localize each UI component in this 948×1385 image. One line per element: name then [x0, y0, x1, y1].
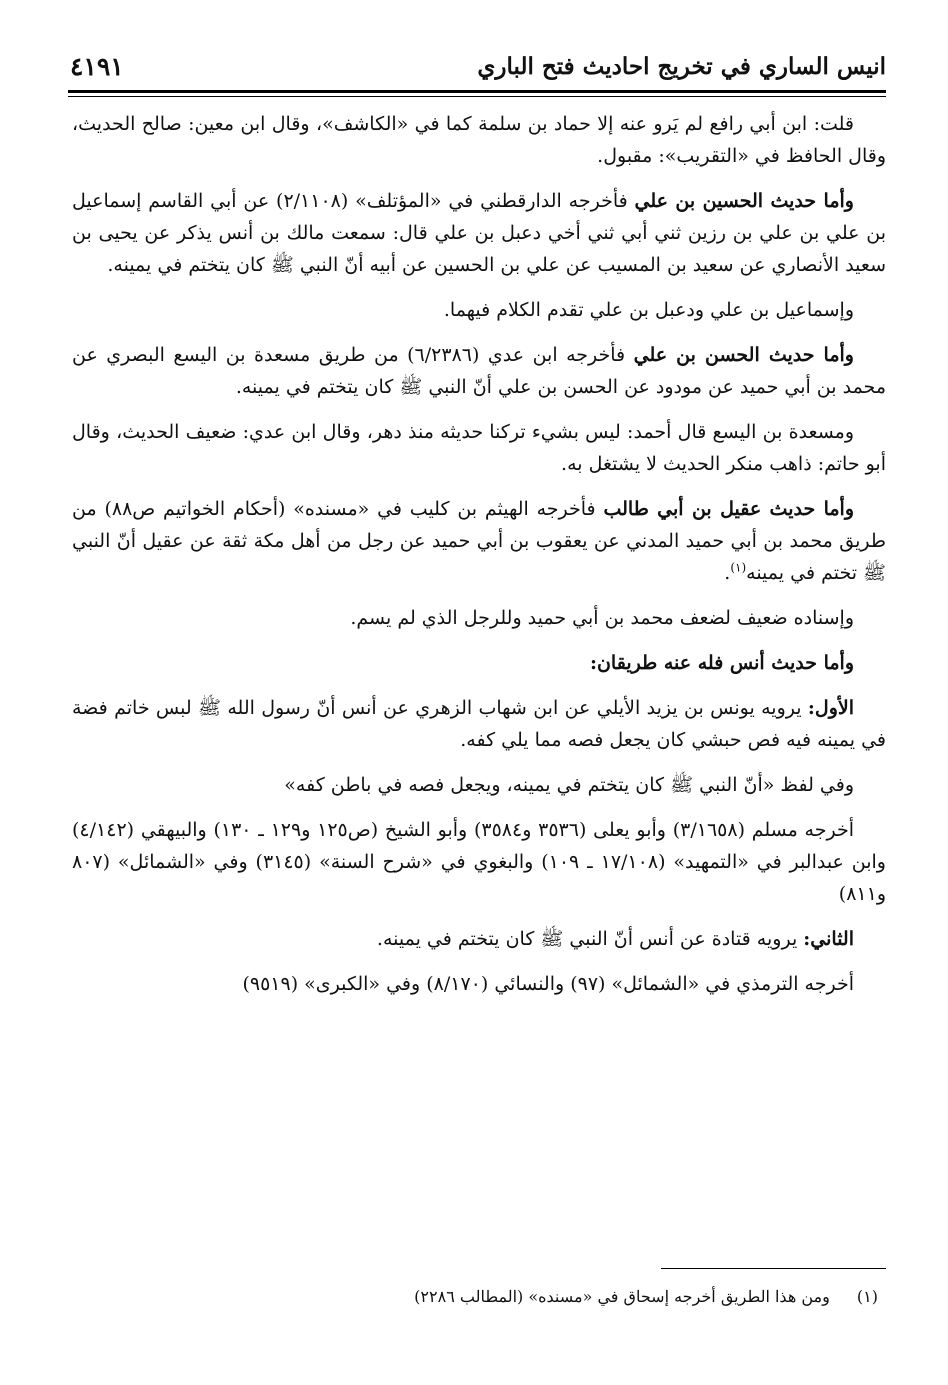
paragraph: ومسعدة بن اليسع قال أحمد: ليس بشيء تركنا حديثه منذ دهر، وقال ابن عدي: ضعيف الحديث، وقال أبو حاتم: ذاهب منكر الحديث لا يشتغل به. — [72, 421, 886, 475]
main-text — [72, 108, 886, 1013]
footnote-number: (١) — [856, 1287, 878, 1306]
footnote — [72, 1284, 878, 1310]
header-rule-thin — [68, 96, 886, 97]
paragraph: وأما حديث الحسين بن علي فأخرجه الدارقطني في «المؤتلف» (٢/١١٠٨) عن أبي القاسم إسماعيل بن علي بن علي بن رزين ثني أبي ثني أخي دعبل بن علي قال: سمعت مالك بن أنس يذكر عن يحيى بن سعيد الأنصاري عن سعيد بن المسيب عن علي بن الحسين عن أبيه أنّ النبي ﷺ كان يتختم في يمينه. — [72, 190, 886, 276]
section-heading: وأما حديث عقيل بن أبي طالب — [603, 498, 855, 520]
footnote-rule — [661, 1268, 886, 1269]
paragraph: أخرجه مسلم (٣/١٦٥٨) وأبو يعلى (٣٥٣٦ و٣٥٨٤) وأبو الشيخ (ص١٢٥ و١٢٩ ـ ١٣٠) والبيهقي (٤/١٤٢) وابن عبدالبر في «التمهيد» (١٧/١٠٨ ـ ١٠٩) والبغوي في «شرح السنة» (٣١٤٥) وفي «الشمائل» (٨٠٧ و٨١١) — [72, 819, 886, 905]
paragraph: الثاني: يرويه قتادة عن أنس أنّ النبي ﷺ كان يتختم في يمينه. — [376, 928, 854, 950]
paragraph: الأول: يرويه يونس بن يزيد الأيلي عن ابن شهاب الزهري عن أنس أنّ رسول الله ﷺ لبس خاتم فضة في يمينه فيه فص حبشي كان يجعل فصه مما يلي كفه. — [72, 697, 886, 751]
paragraph: قلت: ابن أبي رافع لم يَرو عنه إلا حماد بن سلمة كما في «الكاشف»، وقال ابن معين: صالح الحديث، وقال الحافظ في «التقريب»: مقبول. — [72, 113, 886, 167]
section-heading: وأما حديث أنس فله عنه طريقان: — [589, 652, 854, 674]
paragraph: وأما حديث الحسن بن علي فأخرجه ابن عدي (٦/٢٣٨٦) من طريق مسعدة بن اليسع البصري عن محمد بن أبي حميد عن مودود عن الحسن بن علي أنّ النبي ﷺ كان يتختم في يمينه. — [72, 344, 886, 398]
paragraph: وأما حديث عقيل بن أبي طالب فأخرجه الهيثم بن كليب في «مسنده» (أحكام الخواتيم ص٨٨) من طريق محمد بن أبي حميد المدني عن يعقوب بن أبي حميد عن رجل من أهل مكة ثقة عن عقيل أنّ النبي ﷺ تختم في يمينه$^{(١)}$. — [72, 498, 886, 584]
section-heading: وأما حديث الحسين بن علي — [634, 190, 854, 212]
subsection-label: الثاني: — [803, 928, 854, 950]
paragraph: وإسماعيل بن علي ودعبل بن علي تقدم الكلام فيهما. — [443, 299, 854, 321]
page-header — [70, 40, 886, 92]
running-title: انيس الساري في تخريج احاديث فتح الباري — [477, 52, 886, 80]
footnote-marker: (١) — [730, 560, 747, 575]
header-rule — [68, 90, 886, 93]
paragraph — [72, 647, 886, 679]
page-number: ٤١٩١ — [70, 51, 124, 81]
subsection-label: الأول: — [807, 697, 854, 719]
section-heading: وأما حديث الحسن بن علي — [633, 344, 854, 366]
paragraph: وإسناده ضعيف لضعف محمد بن أبي حميد وللرجل الذي لم يسم. — [350, 607, 854, 629]
paragraph: وفي لفظ «أنّ النبي ﷺ كان يتختم في يمينه، ويجعل فصه في باطن كفه» — [284, 774, 854, 796]
footnote-text: ومن هذا الطريق أخرجه إسحاق في «مسنده» (المطالب ٢٢٨٦) — [414, 1287, 830, 1306]
paragraph: أخرجه الترمذي في «الشمائل» (٩٧) والنسائي (٨/١٧٠) وفي «الكبرى» (٩٥١٩) — [242, 973, 854, 995]
